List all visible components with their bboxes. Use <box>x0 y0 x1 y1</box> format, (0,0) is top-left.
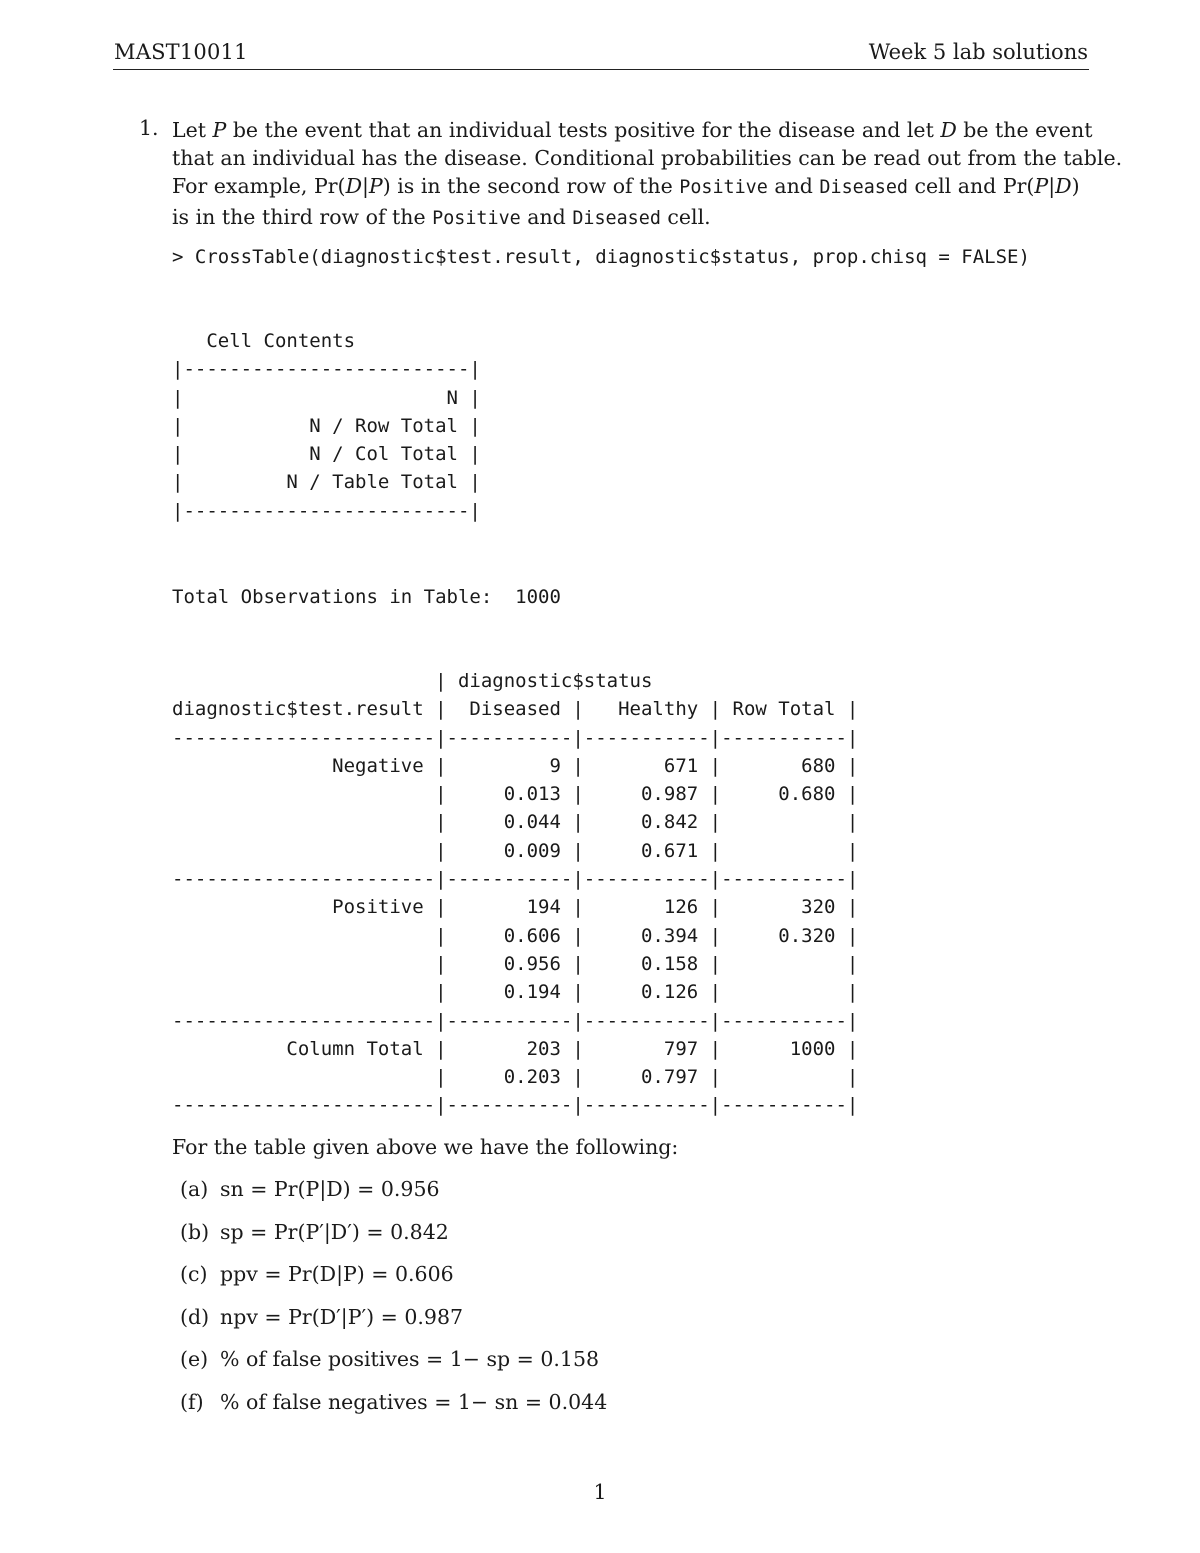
paragraph-line-2: that an individual has the disease. Conditional probabilities can be read out from the table. <box>172 146 1123 171</box>
summary-intro: For the table given above we have the following: <box>172 1135 679 1159</box>
list-item: (e) % of false positives = 1− sp = 0.158 <box>180 1347 600 1371</box>
results-list <box>180 1177 607 1432</box>
paragraph-line-1: Let P be the event that an individual tests positive for the disease and let D be the event <box>172 118 1093 142</box>
list-item: (b) sp = Pr(P′|D′) = 0.842 <box>180 1219 449 1244</box>
crosstab-output: | diagnostic$status diagnostic$test.result | Diseased | Healthy | Row Total | -----------------------|-----------|-----------|-----------| Negative | 9 | 671 | 680 | | 0.013 | 0.987 | 0.680 | | 0.044 | 0.842 | | | 0.009 | 0.671 | | -----------------------|-----------|-----------|-----------| Positive | 194 | 126 | 320 | | 0.606 | 0.394 | 0.320 | | 0.956 | 0.158 | | | 0.194 | 0.126 | | -----------------------|-----------|-----------|-----------| Column Total | 203 | 797 | 1000 | | 0.203 | 0.797 | | -----------------------|-----------|-----------|-----------| <box>172 670 859 1117</box>
r-command: > CrossTable(diagnostic$test.result, diagnostic$status, prop.chisq = FALSE) <box>172 246 1030 268</box>
total-observations: Total Observations in Table: 1000 <box>172 586 561 608</box>
cell-contents-legend: Cell Contents |-------------------------| | N | | N / Row Total | | N / Col Total | | N / Table Total | |-------------------------| <box>172 330 481 522</box>
question-number: 1. <box>139 116 159 140</box>
page-header-title: Week 5 lab solutions <box>868 40 1088 64</box>
list-item: (c) ppv = Pr(D|P) = 0.606 <box>180 1262 454 1286</box>
page-number: 1 <box>593 1480 607 1504</box>
question-paragraph <box>172 116 1123 233</box>
header-divider <box>113 69 1089 70</box>
list-item: (d) npv = Pr(D′|P′) = 0.987 <box>180 1304 464 1329</box>
list-item: (a) sn = Pr(P|D) = 0.956 <box>180 1177 440 1201</box>
list-item: (f) % of false negatives = 1− sn = 0.044 <box>180 1389 608 1414</box>
paragraph-line-3: For example, Pr(D|P) is in the second row of the Positive and Diseased cell and Pr(P|D) <box>172 174 1080 199</box>
paragraph-line-4: is in the third row of the Positive and Diseased cell. <box>172 204 711 229</box>
page-header-course: MAST10011 <box>114 40 248 64</box>
